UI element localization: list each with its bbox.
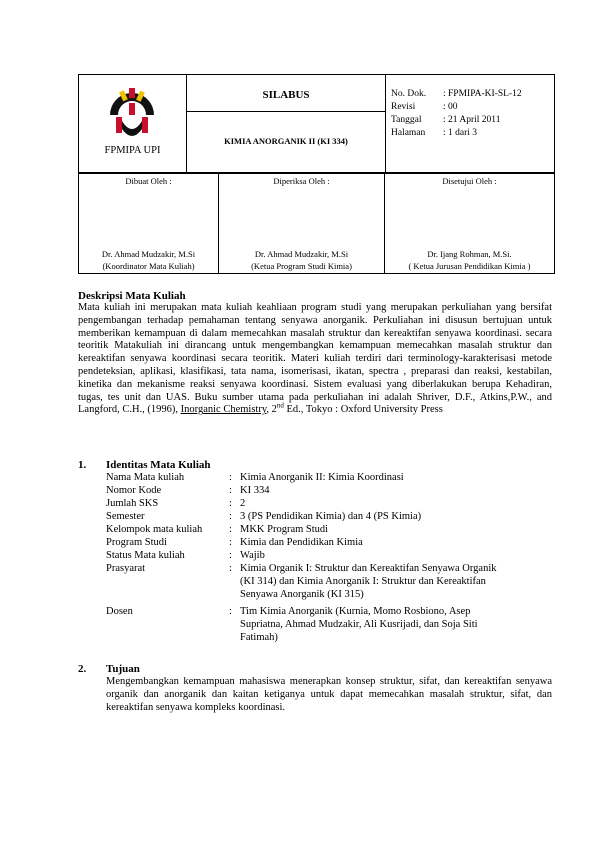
title-divider xyxy=(187,111,385,112)
identitas-heading: Identitas Mata Kuliah xyxy=(106,459,211,471)
doc-type: SILABUS xyxy=(262,89,310,101)
meta-row-halaman: Halaman : 1 dari 3 xyxy=(391,128,478,138)
meta-cell xyxy=(386,75,555,174)
logo-cell xyxy=(79,75,187,174)
signature-label: Diperiksa Oleh : xyxy=(273,176,330,186)
meta-row-tanggal: Tanggal : 21 April 2011 xyxy=(391,115,501,125)
title-cell xyxy=(187,75,386,174)
upi-logo-icon xyxy=(102,85,162,137)
signature-role: (Ketua Program Studi Kimia) xyxy=(251,261,352,271)
meta-row-revisi: Revisi : 00 xyxy=(391,102,458,112)
signature-role: (Koordinator Mata Kuliah) xyxy=(102,261,195,271)
signature-name: Dr. Ijang Rohman, M.Si. xyxy=(427,249,512,259)
signature-cell-creator xyxy=(79,173,219,274)
tujuan-heading: Tujuan xyxy=(106,663,140,675)
identitas-number: 1. xyxy=(78,459,87,471)
signature-label: Dibuat Oleh : xyxy=(125,176,172,186)
tujuan-body: Mengembangkan kemampuan mahasiswa menerapkan konsep struktur, sifat, dan kereaktifan senyawa organik dan anorganik dan kaitan ketiganya untuk dapat memecahkan masalah struktur, sifat, dan kereaktifan senyawa kompleks koordinasi. xyxy=(106,676,552,713)
book-title: Inorganic Chemistry xyxy=(180,404,267,416)
course-title: KIMIA ANORGANIK II (KI 334) xyxy=(224,136,348,146)
signature-role: ( Ketua Jurusan Pendidikan Kimia ) xyxy=(408,261,531,271)
deskripsi-heading: Deskripsi Mata Kuliah xyxy=(78,290,186,302)
tujuan-number: 2. xyxy=(78,663,87,675)
signature-label: Disetujui Oleh : xyxy=(442,176,497,186)
deskripsi-body: Mata kuliah ini merupakan mata kuliah keahliaan program studi yang merupakan perkuliahan yang bersifat pengembangan terhadap pemahaman tentang senyawa anorganik. Perkuliahan ini disusun bertujuan untuk memberikan kemampuan di dalam memecahkan masalah struktur dan kereaktifan senyawa koordinasi. secara teoritik Matakuliah ini dirancang untuk mengembangkan kemampuan memecahkan masalah struktur dan kereaktifan senyawa koordinasi secara teoritik. Materi kuliah terdiri dari terminology-karakterisasi metode pendeteksian, aplikasi, klasifikasi, tata nama, isomerisasi, ikatan, spectra , preparasi dan reaksi, kestabilan, kinetika dan mekanisme reaksi senyawa koordinasi. Sistem evaluasi yang diberlakukan berupa Kehadiran, tugas, tes unit dan UAS. Buku sumber utama pada perkuliahan ini adalah Shriver, D.F., Atkins,P.W., and Langford, C.H., (1996), Inorganic Chemistry, 2nd Ed., Tokyo : Oxford University Press xyxy=(78,302,552,416)
signature-cell-approver xyxy=(385,173,555,274)
signature-name: Dr. Ahmad Mudzakir, M.Si xyxy=(101,249,196,259)
signature-cell-reviewer xyxy=(219,173,385,274)
org-name: FPMIPA UPI xyxy=(104,145,161,156)
meta-row-dok: No. Dok. : FPMIPA-KI-SL-12 xyxy=(391,89,522,99)
document-header-table xyxy=(78,74,555,174)
signature-name: Dr. Ahmad Mudzakir, M.Si xyxy=(254,249,349,259)
signature-table xyxy=(78,172,555,274)
